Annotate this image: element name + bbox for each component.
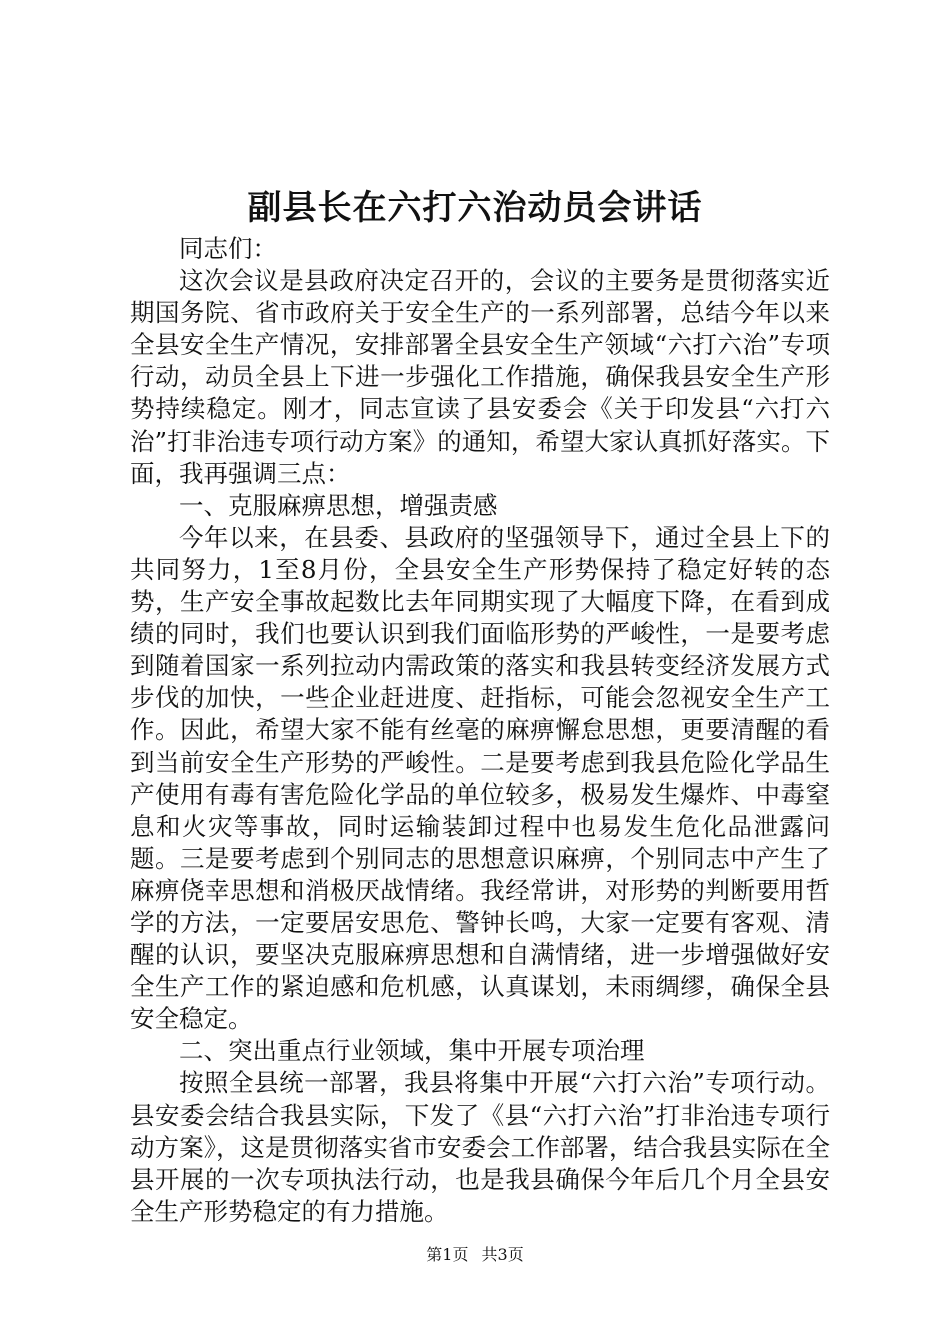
document-body [130, 233, 830, 1228]
document-title: 副县长在六打六治动员会讲话 [247, 188, 703, 228]
section-1-paragraph: 今年以来，在县委、县政府的坚强领导下，通过全县上下的共同努力，1至8月份，全县安全生产形势保持了稳定好转的态势，生产安全事故起数比去年同期实现了大幅度下降，在看到成绩的同时，我们也要认识到我们面临形势的严峻性，一是要考虑到随着国家一系列拉动内需政策的落实和我县转变经济发展方式步伐的加快，一些企业赶进度、赶指标，可能会忽视安全生产工作。因此，希望大家不能有丝毫的麻痹懈怠思想，更要清醒的看到当前安全生产形势的严峻性。二是要考虑到我县危险化学品生产使用有毒有害危险化学品的单位较多，极易发生爆炸、中毒窒息和火灾等事故，同时运输装卸过程中也易发生危化品泄露问题。三是要考虑到个别同志的思想意识麻痹，个别同志中产生了麻痹侥幸思想和消极厌战情绪。我经常讲，对形势的判断要用哲学的方法，一定要居安思危、警钟长鸣，大家一定要有客观、清醒的认识，要坚决克服麻痹思想和自满情绪，进一步增强做好安全生产工作的紧迫感和危机感，认真谋划，未雨绸缪，确保全县安全稳定。 [130, 522, 830, 1034]
page-number: 第1页 [426, 1245, 469, 1264]
section-heading-2: 二、突出重点行业领域，集中开展专项治理 [179, 1036, 645, 1066]
page-total: 共3页 [481, 1245, 524, 1264]
page-footer [0, 1243, 950, 1267]
section-2-paragraph: 按照全县统一部署，我县将集中开展“六打六治”专项行动。县安委会结合我县实际，下发了《县“六打六治”打非治违专项行动方案》，这是贯彻落实省市安委会工作部署，结合我县实际在全县开展的一次专项执法行动，也是我县确保今年后几个月全县安全生产形势稳定的有力措施。 [130, 1068, 830, 1226]
section-heading-1: 一、克服麻痹思想，增强责感 [179, 490, 498, 520]
intro-paragraph: 这次会议是县政府决定召开的，会议的主要务是贯彻落实近期国务院、省市政府关于安全生产的一系列部署，总结今年以来全县安全生产情况，安排部署全县安全生产领域“六打六治”专项行动，动员全县上下进一步强化工作措施，确保我县安全生产形势持续稳定。刚才，同志宣读了县安委会《关于印发县“六打六治”打非治违专项行动方案》的通知，希望大家认真抓好落实。下面，我再强调三点： [130, 266, 830, 488]
salutation: 同志们： [179, 234, 277, 263]
